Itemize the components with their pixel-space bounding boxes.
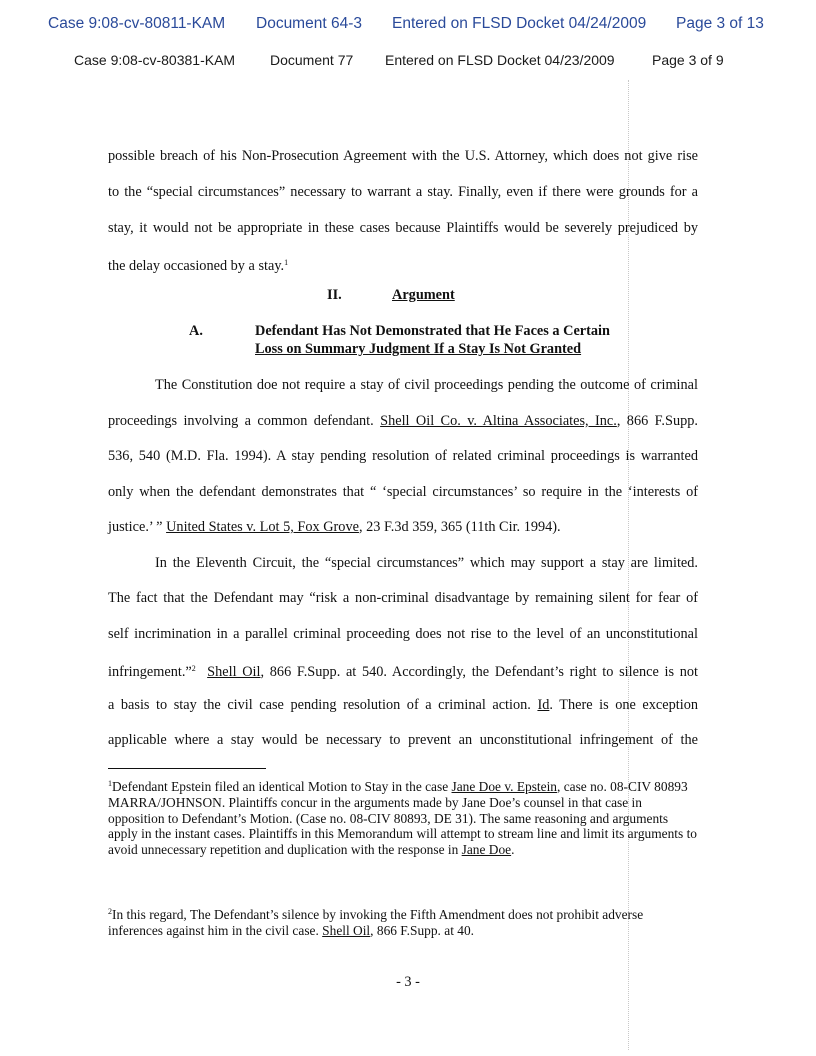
stamp-document-number: Document 77 <box>270 52 354 68</box>
stamp-entered-date: Entered on FLSD Docket 04/24/2009 <box>392 15 647 32</box>
stamp-page-count: Page 3 of 13 <box>676 15 764 32</box>
paragraph-line <box>108 412 698 430</box>
case-citation: Shell Oil <box>207 664 261 680</box>
paragraph-line <box>108 696 698 714</box>
subsection-letter: A. <box>189 323 203 339</box>
text: Defendant Epstein filed an identical Motion to Stay in the case <box>112 779 452 794</box>
subsection-title-line: Defendant Has Not Demonstrated that He Faces a Certain <box>255 323 610 339</box>
paragraph-line: 536, 540 (M.D. Fla. 1994). A stay pending resolution of related criminal proceedings is warranted <box>108 448 698 464</box>
text: proceedings involving a common defendant. <box>108 413 381 429</box>
text: In this regard, The Defendant’s silence by invoking the Fifth Amendment does not prohibit adverse inferences against him in the civil case. <box>108 907 644 938</box>
text: , 866 F.Supp. at 540. Accordingly, the Defendant’s right to silence is not <box>260 664 698 680</box>
stamp-page-count: Page 3 of 9 <box>652 52 724 68</box>
footnote-ref: 2 <box>191 664 196 673</box>
text: , 866 F.Supp. <box>616 413 698 429</box>
footnote-separator <box>108 768 266 769</box>
text: justice.’ ” <box>108 519 167 535</box>
case-citation: Id <box>537 697 550 713</box>
paragraph-line: self incrimination in a parallel criminal proceeding does not rise to the level of an unconstitutional <box>108 626 698 642</box>
case-citation: Jane Doe <box>461 842 512 858</box>
text: . There is one exception <box>549 697 698 713</box>
case-citation: Shell Oil <box>322 922 371 938</box>
footnote-number: 1 <box>108 779 112 788</box>
text: infringement.” <box>108 664 192 680</box>
section-numeral: II. <box>327 287 342 303</box>
paragraph-line: only when the defendant demonstrates that “ ‘special circumstances’ so require in the ‘interests of <box>108 484 698 500</box>
text: . <box>511 842 515 858</box>
paragraph-line: The Constitution doe not require a stay of civil proceedings pending the outcome of criminal <box>155 377 698 393</box>
text: a basis to stay the civil case pending resolution of a criminal action. <box>108 697 538 713</box>
stamp-document-number: Document 64-3 <box>256 15 362 32</box>
case-citation: United States v. Lot 5, Fox Grove <box>166 519 359 535</box>
intro-line: stay, it would not be appropriate in these cases because Plaintiffs would be severely prejudiced by <box>108 220 698 236</box>
page-number: - 3 - <box>396 974 420 990</box>
footnote-2 <box>108 904 700 939</box>
stamp-entered-date: Entered on FLSD Docket 04/23/2009 <box>385 52 615 68</box>
paragraph-line: In the Eleventh Circuit, the “special circumstances” which may support a stay are limited. <box>155 555 698 571</box>
paragraph-line <box>108 660 698 681</box>
footnote-ref: 1 <box>284 258 289 267</box>
text: , case no. 08-CIV 80893 MARRA/JOHNSON. Plaintiffs concur in the arguments made by Jane Doe’s counsel in that case in opposition to Defendant’s Motion. (Case no. 08-CIV 80893, DE 31). The same reasoning and arguments apply in the instant cases. Plaintiffs in this Memorandum will attempt to stream line and limit its arguments to avoid unnecessary repetition and duplication with the response in <box>108 779 697 858</box>
footnote-1 <box>108 776 700 858</box>
paragraph-line: applicable where a stay would be necessary to prevent an unconstitutional infringement of the <box>108 732 698 748</box>
intro-line: possible breach of his Non-Prosecution Agreement with the U.S. Attorney, which does not give rise <box>108 148 698 164</box>
subsection-title-line: Loss on Summary Judgment If a Stay Is Not Granted <box>255 341 582 357</box>
stamp-case-number: Case 9:08-cv-80381-KAM <box>74 52 236 68</box>
case-citation: Jane Doe v. Epstein <box>451 779 557 794</box>
section-title: Argument <box>392 287 455 303</box>
intro-line <box>108 254 698 275</box>
case-citation: Shell Oil Co. v. Altina Associates, Inc. <box>380 413 617 429</box>
stamp-case-number: Case 9:08-cv-80811-KAM <box>48 15 226 32</box>
intro-line: to the “special circumstances” necessary to warrant a stay. Finally, even if there were grounds for a <box>108 184 698 200</box>
text: , 866 F.Supp. at 40. <box>370 922 475 938</box>
footnote-number: 2 <box>108 907 112 916</box>
text: , 23 F.3d 359, 365 (11th Cir. 1994). <box>358 519 561 535</box>
intro-text: the delay occasioned by a stay. <box>108 258 285 274</box>
paragraph-line <box>108 518 698 536</box>
paragraph-line: The fact that the Defendant may “risk a non-criminal disadvantage by remaining silent for fear of <box>108 590 698 606</box>
